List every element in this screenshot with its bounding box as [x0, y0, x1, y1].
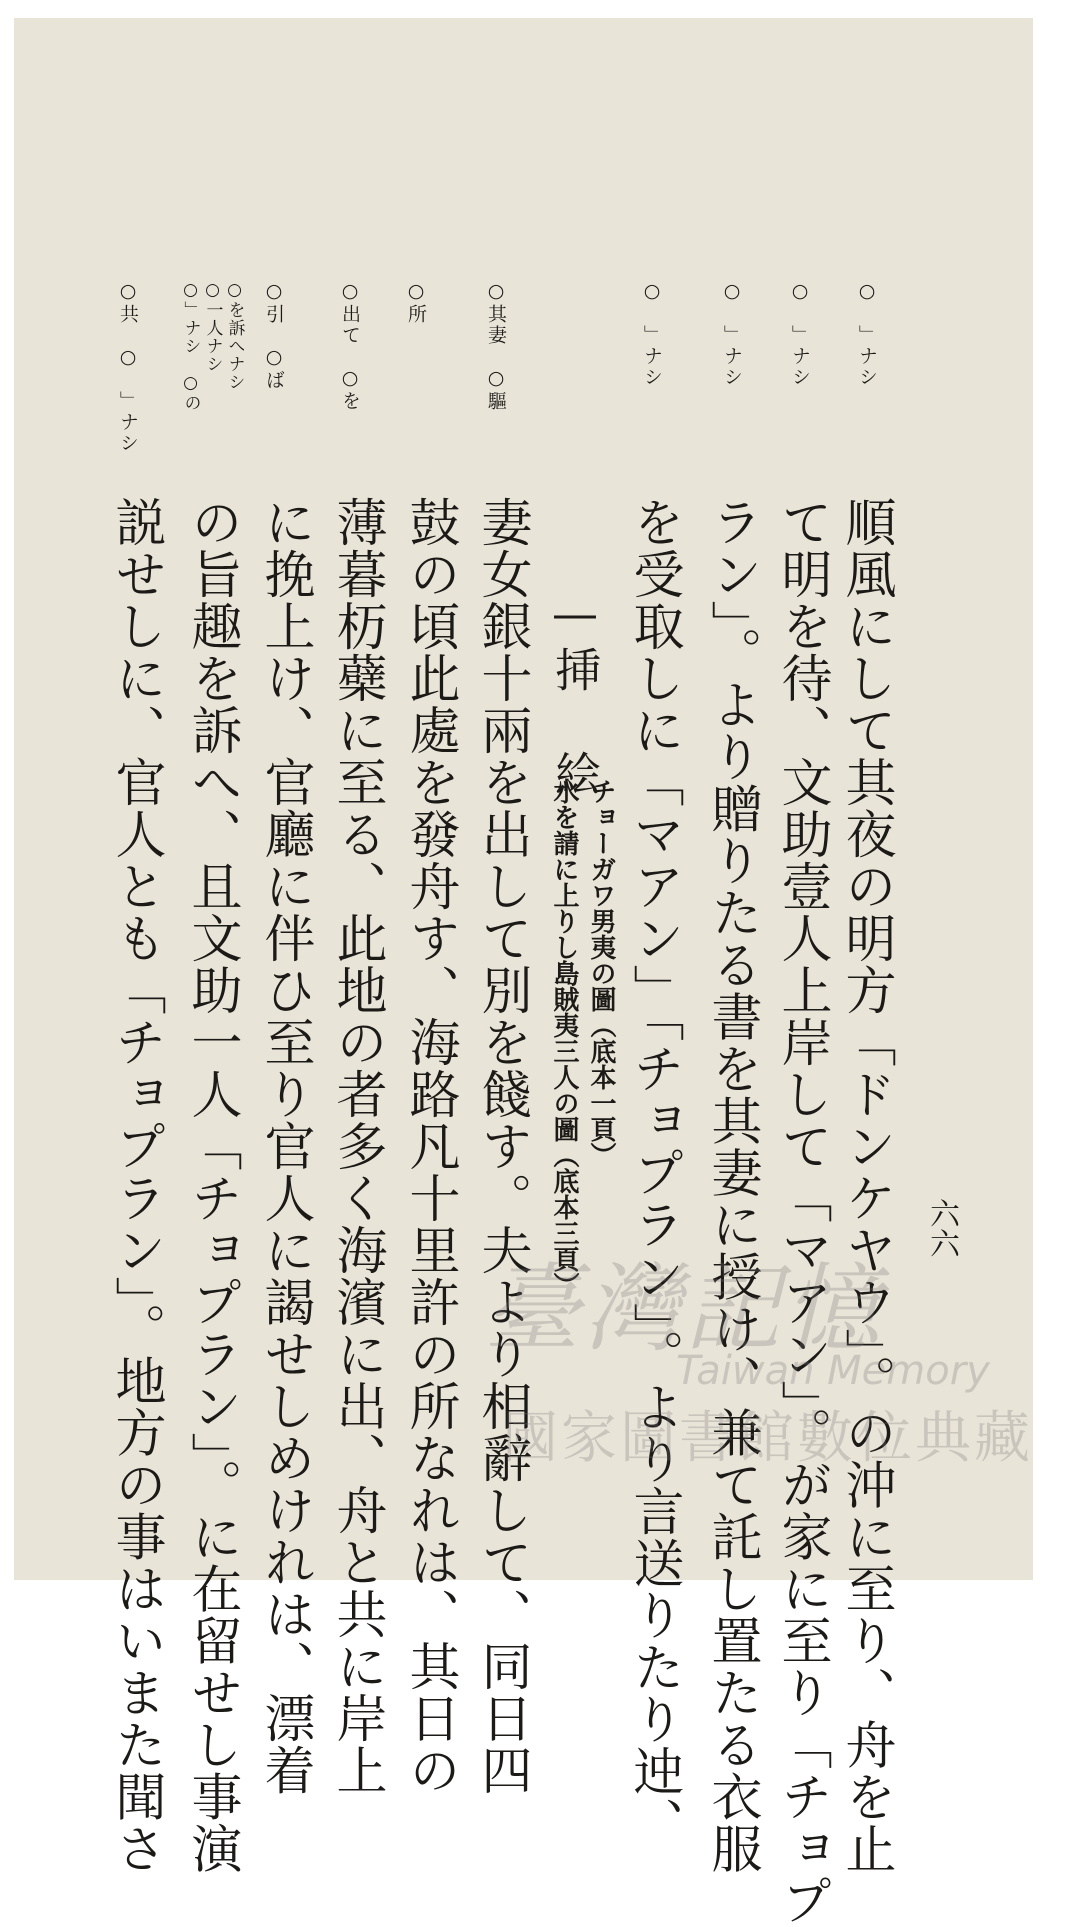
text-column-10: 説せしに、官人とも「チョプラン」。地方の事はいまた聞さ: [106, 496, 165, 1875]
note-2: ○ 」ナシ: [789, 280, 811, 388]
text-column-3: ラン」。より贈りたる書を其妻に授け、兼て託し置たる衣服: [702, 496, 761, 1875]
book-page: [14, 18, 1033, 1927]
watermark-library: 國家圖書館數位典藏: [502, 1406, 1033, 1471]
figure-title: —挿 絵: [548, 586, 602, 802]
note-10: ○一人ナシ: [202, 280, 223, 373]
note-9: ○を訴へナシ: [224, 280, 245, 391]
figure-caption-2: 水を請に上りし島賊夷三人の圖（底本三頁）: [549, 778, 579, 1298]
note-4: ○ 」ナシ: [641, 280, 663, 388]
text-column-9: の旨趣を訴へ、且文助一人「チョプラン」。に在留せし事演: [182, 496, 241, 1875]
figure-caption-1: チョーガワ男夷の圖（底本一頁）: [586, 778, 616, 1168]
text-column-5: 妻女銀十兩を出して別を餞す。夫より相辭して、同日四: [472, 496, 531, 1796]
watermark-title: 臺灣記憶: [484, 1253, 884, 1365]
note-11: ○」ナシ ○の: [180, 280, 201, 412]
text-column-7: 薄暮杤蘗に至る、此地の者多く海濱に出、舟と共に岸上: [327, 496, 386, 1796]
watermark-subtitle: Taiwan Memory: [676, 1348, 990, 1394]
note-12: ○共 ○ 」ナシ: [117, 280, 139, 454]
note-7: ○出て ○を: [339, 280, 361, 412]
text-column-6: 鼓の頃此處を發舟す、海路凡十里許の所なれは、其日の: [400, 496, 459, 1796]
text-column-1: 順風にして其夜の明方「ドンケヤウ」。の沖に至り、舟を止: [836, 496, 895, 1875]
text-column-2: て明を待、文助壹人上岸して「マアン」。が家に至り「チョプ: [772, 496, 831, 1927]
note-8: ○引 ○ば: [263, 280, 285, 391]
note-1: ○ 」ナシ: [856, 280, 878, 388]
note-6: ○所: [405, 280, 427, 325]
note-5: ○其妻 ○驅: [485, 280, 507, 412]
text-column-4: を受取しに「マアン」「チョプラン」。より言送りたり迚、: [624, 496, 683, 1849]
text-column-8: に挽上け、官廳に伴ひ至り官人に謁せしめけれは、漂着: [255, 496, 314, 1796]
note-3: ○ 」ナシ: [721, 280, 743, 388]
page-number: 六六: [924, 1198, 959, 1258]
